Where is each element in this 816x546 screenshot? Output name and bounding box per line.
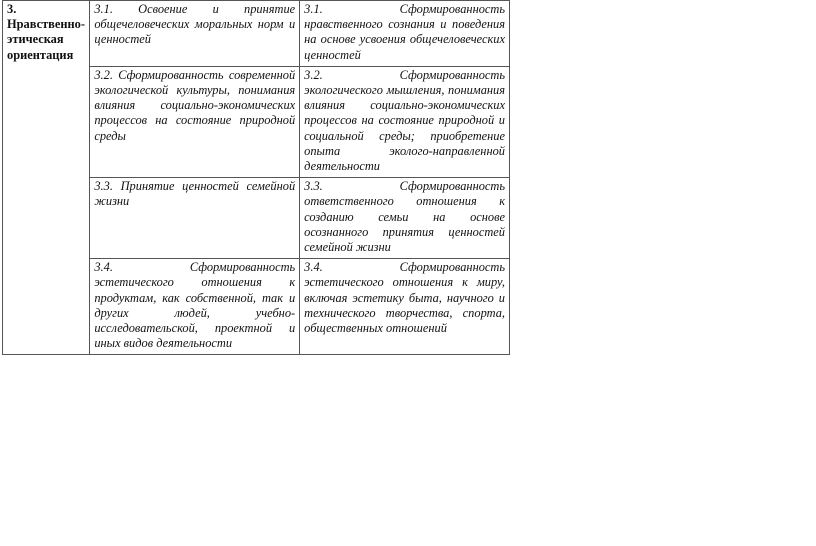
- category-name-line: ориентация: [7, 47, 74, 62]
- result-cell: 3.1. Сформированность нравственного сознания и поведения на основе усвоения общечеловеческих ценностей: [300, 1, 510, 67]
- category-cell: [3, 1, 90, 355]
- result-cell: 3.2. Сформированность экологического мышления, понимания влияния социально-экономических процессов на состояние природной и социальной среды; приобретение опыта эколого-направленной деятельности: [300, 66, 510, 177]
- goal-cell: 3.4. Сформированность эстетического отношения к продуктам, как собственной, так и других людей, учебно-исследовательской, проектной и иных видов деятельности: [90, 259, 300, 355]
- result-cell: 3.4. Сформированность эстетического отношения к миру, включая эстетику быта, научного и технического творчества, спорта, общественных отношений: [300, 259, 510, 355]
- category-name-line: этическая: [7, 32, 64, 47]
- goal-cell: 3.3. Принятие ценностей семейной жизни: [90, 178, 300, 259]
- competency-table: [2, 0, 510, 355]
- goal-cell: 3.1. Освоение и принятие общечеловеческих моральных норм и ценностей: [90, 1, 300, 67]
- category-name-line: Нравственно-: [7, 17, 85, 32]
- table-row: [3, 1, 510, 67]
- result-cell: 3.3. Сформированность ответственного отношения к созданию семьи на основе осознанного принятия ценностей семейной жизни: [300, 178, 510, 259]
- category-number: 3.: [7, 2, 17, 16]
- goal-cell: 3.2. Сформированность современной экологической культуры, понимания влияния социально-экономических процессов на состояние природной среды: [90, 66, 300, 177]
